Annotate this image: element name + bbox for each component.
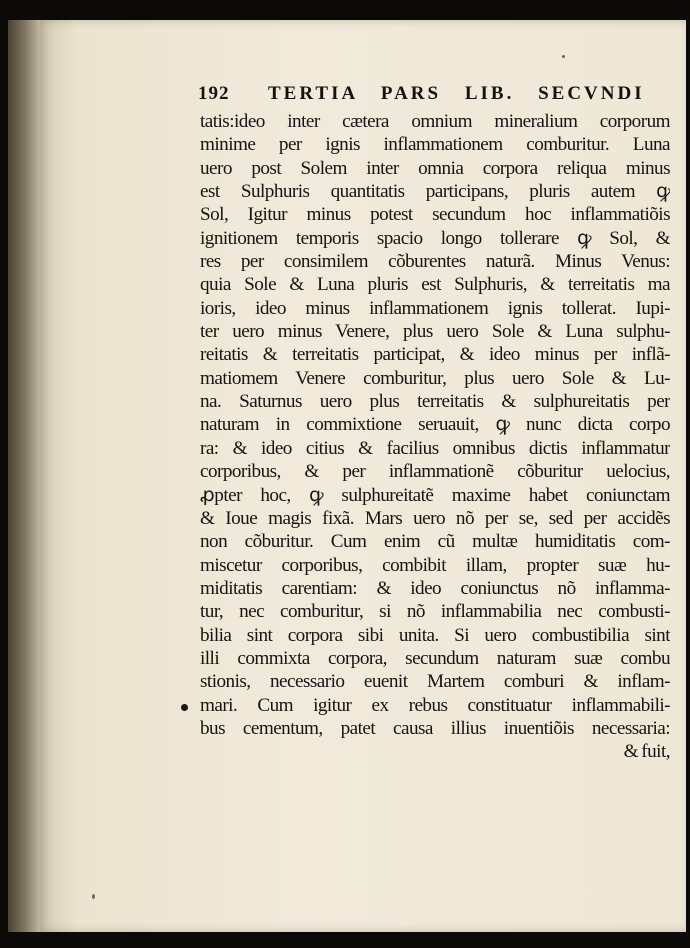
text-line: res per consimilem cõburentes naturã. Minus Venus: xyxy=(200,251,670,273)
text-line: bus cementum, patet causa illius inuentiõis necessaria: xyxy=(200,717,670,739)
paper-speck xyxy=(92,894,95,899)
paper-speck xyxy=(562,55,565,58)
text-line: uero post Solem inter omnia corpora reliqua minus xyxy=(200,157,670,179)
text-line: quia Sole & Luna pluris est Sulphuris, & terreitatis ma xyxy=(200,274,670,296)
text-line: ra: & ideo citius & facilius omnibus dictis inflammatur xyxy=(200,437,670,459)
text-line: ignitionem temporis spacio longo tollerare ꝙ Sol, & xyxy=(200,227,670,249)
text-line: bilia sint corpora sibi unita. Si uero combustibilia sint xyxy=(200,624,670,646)
text-line: illi commixta corpora, secundum naturam suæ combu xyxy=(200,647,670,669)
text-line: na. Saturnus uero plus terreitatis & sulphureitatis per xyxy=(200,391,670,413)
text-line: minime per ignis inflammationem comburitur. Luna xyxy=(200,134,670,156)
text-line: non cõburitur. Cum enim cũ multæ humiditatis com- xyxy=(200,531,670,553)
text-line: & Ioue magis fixã. Mars uero nõ per se, sed per accidẽs xyxy=(200,507,670,529)
text-line: miditatis carentiam: & ideo coniunctus nõ inflamma- xyxy=(200,577,670,599)
text-line: tur, nec comburitur, si nõ inflammabilia nec combusti- xyxy=(200,601,670,623)
text-line: naturam in commixtione seruauit, ꝙ nunc dicta corpo xyxy=(200,414,670,436)
text-line: mari. Cum igitur ex rebus constituatur inflammabili- xyxy=(200,694,670,716)
ink-dot-mark xyxy=(181,704,188,711)
body-text xyxy=(200,110,670,764)
text-line: corporibus, & per inflammationẽ cõburitur uelocius, xyxy=(200,461,670,483)
text-line: stionis, necessario euenit Martem comburi & inflam- xyxy=(200,671,670,693)
text-line: est Sulphuris quantitatis participans, pluris autem ꝙ xyxy=(200,181,670,203)
text-line: Sol, Igitur minus potest secundum hoc inflammatiõis xyxy=(200,204,670,226)
running-head xyxy=(198,83,668,107)
page-number: 192 xyxy=(198,83,230,104)
text-line: ioris, ideo minus inflammationem ignis tollerat. Iupi- xyxy=(200,297,670,319)
text-line: & fuit, xyxy=(623,741,670,763)
text-line: ter uero minus Venere, plus uero Sole & Luna sulphu- xyxy=(200,321,670,343)
text-line: ꝓpter hoc, ꝙ sulphureitatẽ maxime habet coniunctam xyxy=(200,484,670,506)
running-head-title: TERTIA PARS LIB. SECVNDI xyxy=(268,83,645,104)
text-line: matiomem Venere comburitur, plus uero Sole & Lu- xyxy=(200,367,670,389)
text-line: miscetur corporibus, combibit illam, propter suæ hu- xyxy=(200,554,670,576)
text-line: tatis:ideo inter cætera omnium mineralium corporum xyxy=(200,111,670,132)
text-line: reitatis & terreitatis participat, & ideo minus per inflã- xyxy=(200,344,670,366)
